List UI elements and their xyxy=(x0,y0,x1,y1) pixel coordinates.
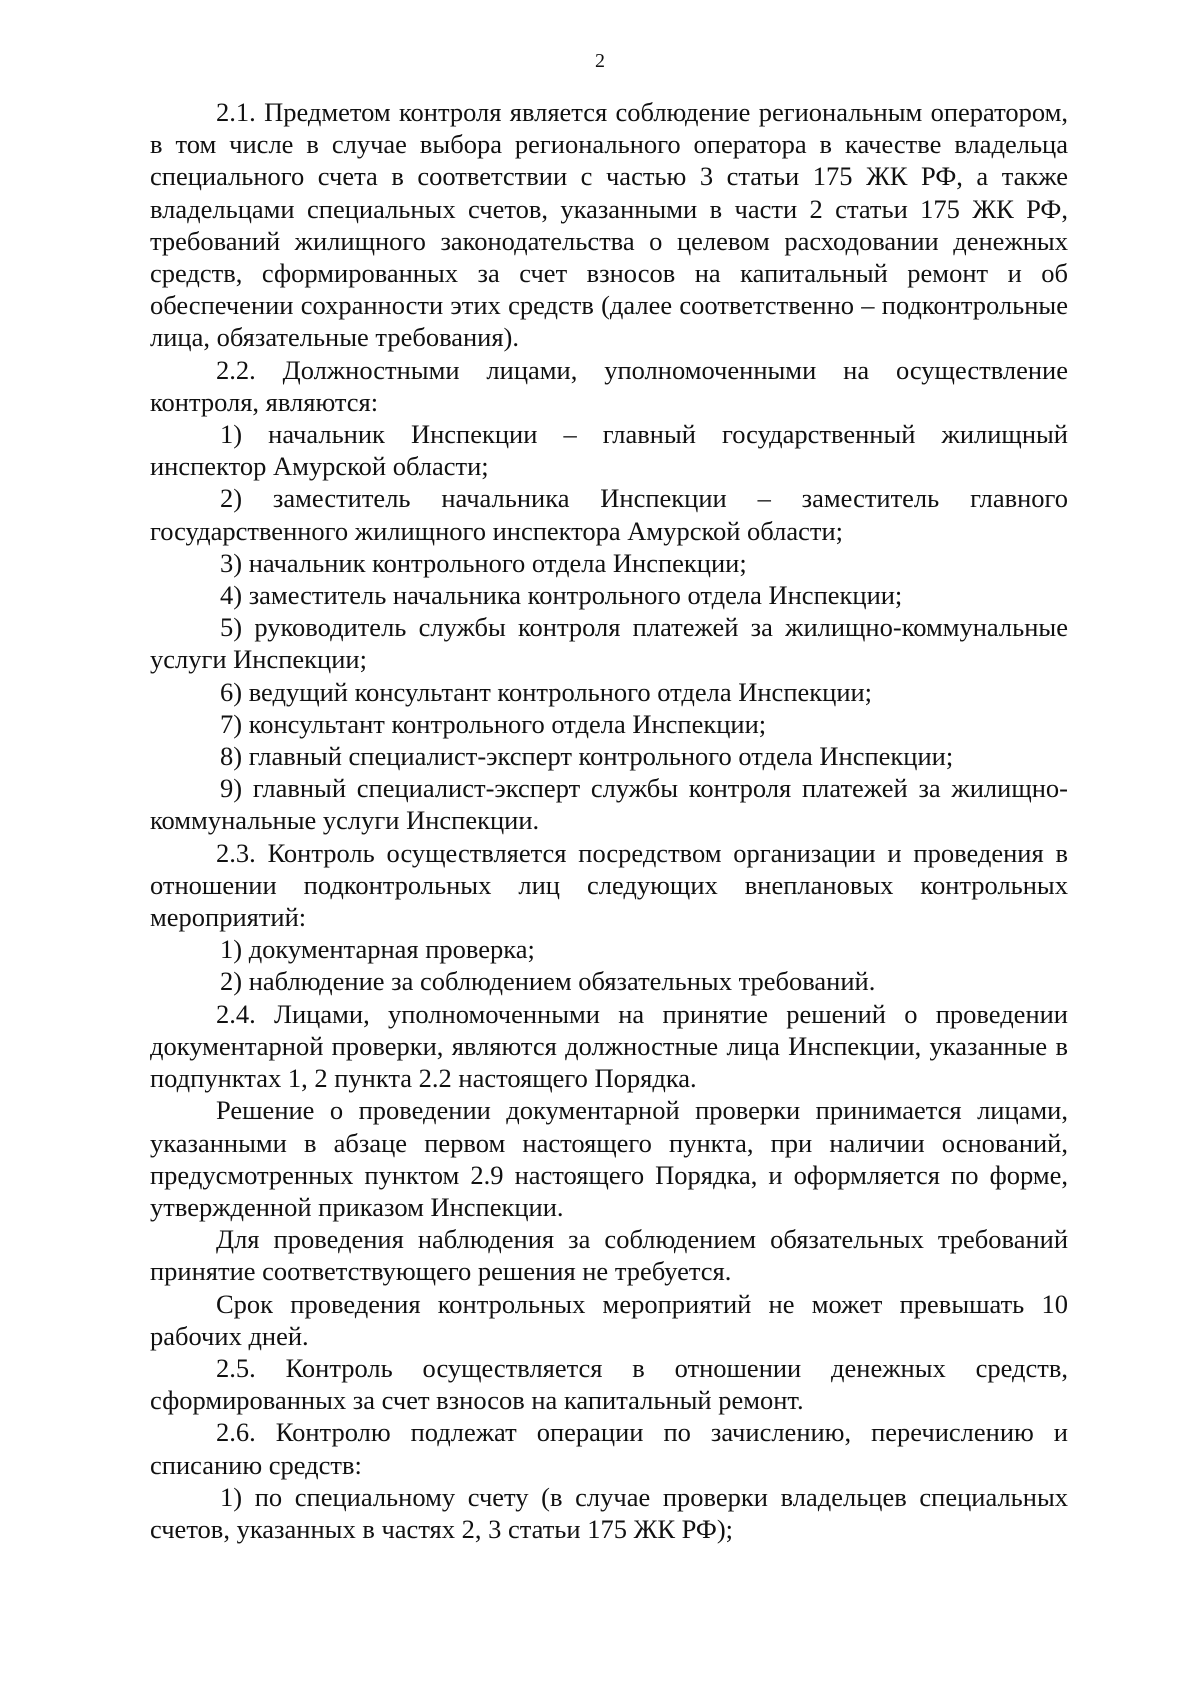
list-item: 4) заместитель начальника контрольного отдела Инспекции; xyxy=(220,580,903,611)
paragraph-2-2: 2.2. Должностными лицами, уполномоченными на осуществление контроля, являются: xyxy=(150,354,1068,417)
list-item: 2) заместитель начальника Инспекции – заместитель главного государственного жилищного инспектора Амурской области; xyxy=(150,483,1068,546)
list-item: 6) ведущий консультант контрольного отдела Инспекции; xyxy=(220,676,873,707)
page-number: 2 xyxy=(595,50,605,72)
list-item: 8) главный специалист-эксперт контрольного отдела Инспекции; xyxy=(220,741,954,772)
paragraph-2-4-observation: Для проведения наблюдения за соблюдением обязательных требований принятие соответствующего решения не требуется. xyxy=(150,1224,1068,1287)
list-item: 3) начальник контрольного отдела Инспекции; xyxy=(220,547,747,578)
paragraph-2-4: 2.4. Лицами, уполномоченными на принятие решений о проведении документарной проверки, являются должностные лица Инспекции, указанные в подпунктах 1, 2 пункта 2.2 настоящего Порядка. xyxy=(150,998,1068,1094)
paragraph-2-1: 2.1. Предметом контроля является соблюдение региональным оператором, в том числе в случае выбора регионального оператора в качестве владельца специального счета в соответствии с частью 3 статьи 175 ЖК РФ, а также владельцами специальных счетов, указанными в части 2 статьи 175 ЖК РФ, требований жилищного законодательства о целевом расходовании денежных средств, сформированных за счет взносов на капитальный ремонт и об обеспечении сохранности этих средств (далее соответственно – подконтрольные лица, обязательные требования). xyxy=(150,97,1068,353)
list-item: 2) наблюдение за соблюдением обязательных требований. xyxy=(220,966,876,997)
paragraph-2-5: 2.5. Контроль осуществляется в отношении денежных средств, сформированных за счет взносов на капитальный ремонт. xyxy=(150,1352,1068,1416)
paragraph-2-3: 2.3. Контроль осуществляется посредством организации и проведения в отношении подконтрольных лиц следующих внеплановых контрольных мероприятий: xyxy=(150,837,1068,933)
list-item: 1) по специальному счету (в случае проверки владельцев специальных счетов, указанных в частях 2, 3 статьи 175 ЖК РФ); xyxy=(150,1481,1068,1544)
document-body xyxy=(150,96,1068,1545)
paragraph-2-6: 2.6. Контролю подлежат операции по зачислению, перечислению и списанию средств: xyxy=(150,1417,1068,1480)
paragraph-2-4-decision: Решение о проведении документарной проверки принимается лицами, указанными в абзаце первом настоящего пункта, при наличии оснований, предусмотренных пунктом 2.9 настоящего Порядка, и оформляется по форме, утвержденной приказом Инспекции. xyxy=(150,1095,1068,1222)
list-item: 7) консультант контрольного отдела Инспекции; xyxy=(220,708,767,739)
list-item: 1) начальник Инспекции – главный государственный жилищный инспектор Амурской области; xyxy=(150,419,1068,482)
list-item: 1) документарная проверка; xyxy=(220,934,535,965)
list-item: 5) руководитель службы контроля платежей за жилищно-коммунальные услуги Инспекции; xyxy=(150,612,1068,675)
list-item: 9) главный специалист-эксперт службы контроля платежей за жилищно-коммунальные услуги Инспекции. xyxy=(150,773,1068,836)
paragraph-2-4-term: Срок проведения контрольных мероприятий не может превышать 10 рабочих дней. xyxy=(150,1288,1068,1351)
